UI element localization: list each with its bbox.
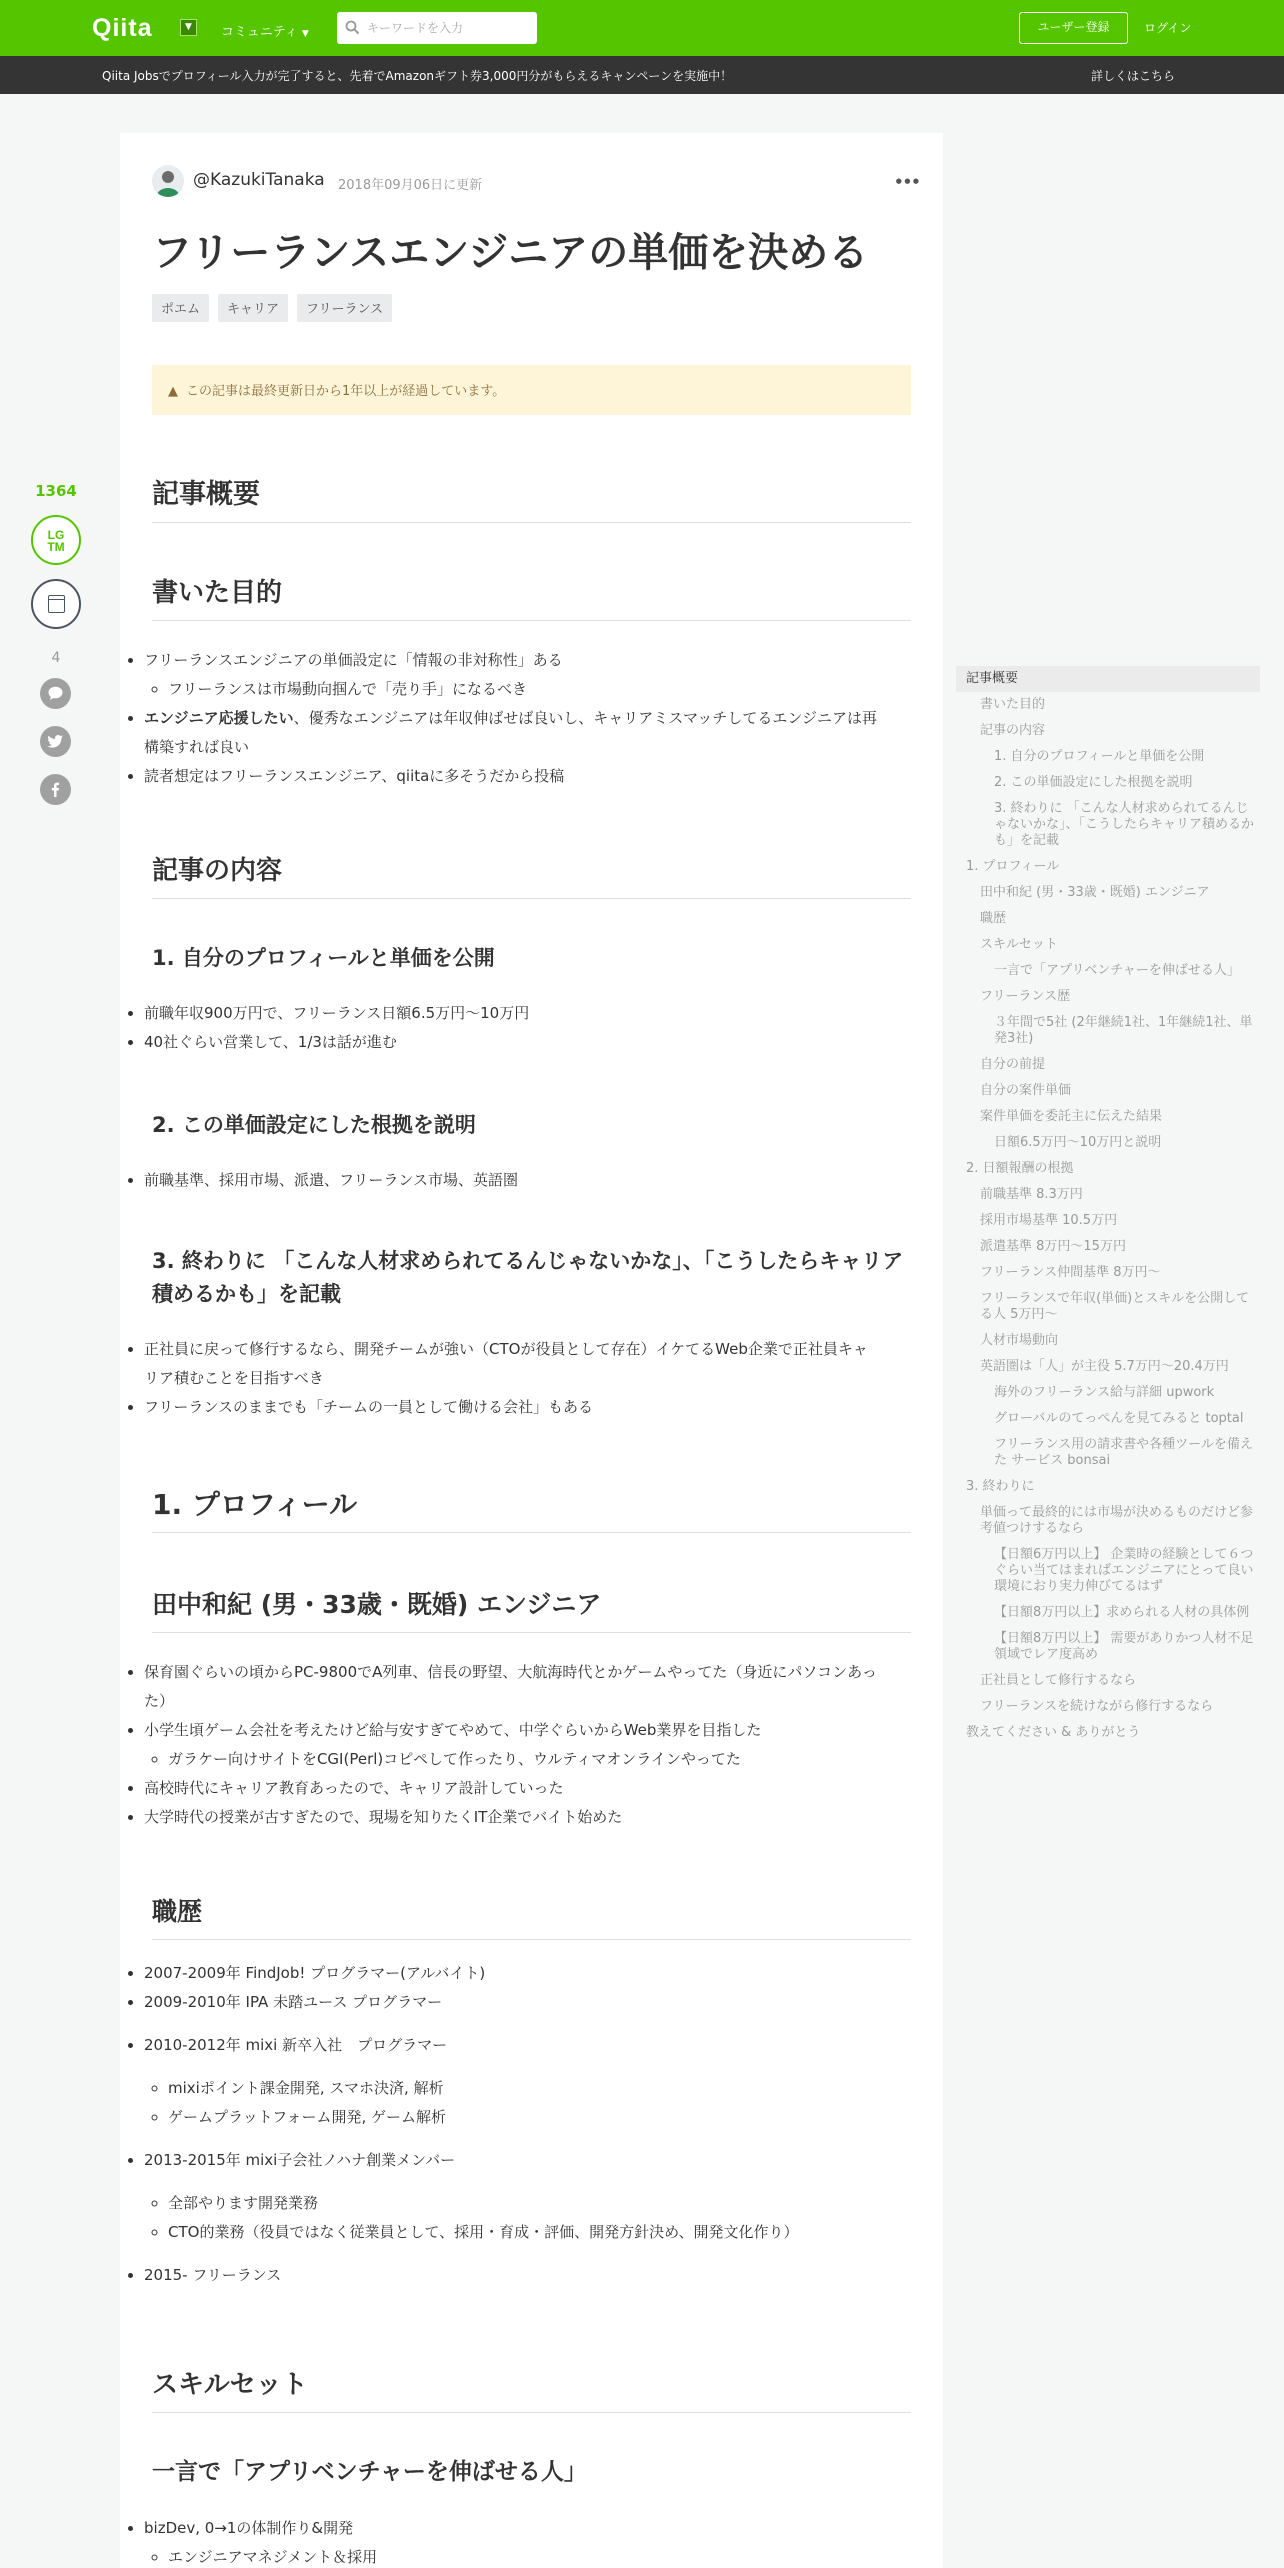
list-item-text: 、優秀なエンジニアは年収伸ばせば良いし、キャリアミスマッチしてるエンジニアは再構築すれば良い (144, 709, 877, 756)
search-icon (345, 20, 360, 35)
toc-item[interactable]: 記事概要 (956, 666, 1260, 692)
bold-text: エンジニア応援したい (144, 709, 294, 727)
toc-item[interactable]: 3. 終わりに 「こんな人材求められてるんじゃないかな」、「こうしたらキャリア積めるかも」を記載 (994, 801, 1255, 848)
list-item-text: フリーランスエンジニアの単価設定に「情報の非対称性」ある (144, 651, 563, 669)
contents-1-list (144, 999, 879, 1057)
table-of-contents (956, 666, 1260, 1746)
lgtm-count: 1364 (35, 482, 77, 500)
heading-person: 田中和紀 (男・33歳・既婚) エンジニア (152, 1586, 911, 1633)
list-item (144, 2514, 879, 2568)
list-item: • 2007-2009年 FindJob! プログラマー(アルバイト) (144, 1959, 879, 1988)
toc-item[interactable]: 記事の内容 (980, 723, 1046, 738)
search-input[interactable] (367, 19, 527, 37)
toc-item[interactable]: 正社員として修行するなら (980, 1673, 1137, 1688)
heading-contents-2: 2. この単価設定にした根拠を説明 (152, 1113, 476, 1137)
toc-item[interactable]: 【日額6万円以上】 企業時の経験として６つぐらい当てはまればエンジニアにとって良い環境におり実力伸びてるはず (994, 1547, 1254, 1594)
skill-list (144, 2514, 879, 2568)
list-item (144, 646, 879, 704)
heading-contents: 記事の内容 (152, 852, 911, 899)
list-item (144, 704, 879, 762)
toc-item[interactable]: 海外のフリーランス給与詳細 upwork (994, 1385, 1215, 1400)
list-item: ◦ mixiポイント課金開発, スマホ決済, 解析 (168, 2074, 879, 2103)
banner-more-link[interactable]: 詳しくはこちら (1091, 69, 1176, 83)
lgtm-label-top: LG (47, 528, 65, 542)
twitter-icon (47, 733, 64, 750)
list-item: • 高校時代にキャリア教育あったので、キャリア設計していった (144, 1774, 879, 1803)
heading-skill: スキルセット (152, 2366, 911, 2413)
stock-button[interactable] (31, 579, 81, 629)
list-item: ◦ ガラケー向けサイトをCGI(Perl)コピペして作ったり、ウルティマオンラインやってた (168, 1745, 879, 1774)
list-item: ◦ ゲームプラットフォーム開発, ゲーム解析 (168, 2103, 879, 2132)
lgtm-button[interactable] (31, 515, 81, 565)
contents-3-list (144, 1335, 879, 1422)
toc-item[interactable]: ３年間で5社 (2年継続1社、1年継続1社、単発3社) (994, 1015, 1253, 1046)
banner-text: Qiita Jobsでプロフィール入力が完了すると、先着でAmazonギフト券3,000円分がもらえるキャンペーンを実施中！ (102, 69, 733, 83)
list-item: • 保育園ぐらいの頃からPC-9800でA列車、信長の野望、大航海時代とかゲームやってた（身近にパソコンあった） (144, 1658, 879, 1716)
toc-item[interactable]: 3. 終わりに (966, 1479, 1035, 1494)
article-card (120, 133, 943, 2568)
list-item: ◦ エンジニアマネジメント＆採用 (168, 2543, 879, 2568)
toc-item[interactable]: 職歴 (980, 911, 1007, 926)
tag-poem[interactable]: ポエム (152, 294, 209, 322)
toc-item[interactable]: 前職基準 8.3万円 (980, 1187, 1083, 1202)
list-item-text: bizDev, 0→1の体制作り&開発 (144, 2519, 354, 2537)
toc-item[interactable]: 【日額8万円以上】 需要がありかつ人材不足領域でレア度高め (994, 1631, 1254, 1662)
toc-item[interactable]: 採用市場基準 10.5万円 (980, 1213, 1118, 1228)
toc-item[interactable]: フリーランスで年収(単価)とスキルを公開してる人 5万円〜 (980, 1291, 1250, 1322)
chevron-down-icon: ▼ (301, 29, 309, 39)
list-item (144, 1716, 879, 1774)
contents-2-list (144, 1166, 879, 1195)
heading-purpose: 書いた目的 (152, 574, 911, 621)
toc-item[interactable]: スキルセット (980, 937, 1058, 952)
updated-date: 2018年09月06日に更新 (338, 178, 483, 193)
twitter-share-button[interactable] (40, 726, 71, 757)
list-item-text: 小学生頃ゲーム会社を考えたけど給与安すぎてやめて、中学ぐらいからWeb業界を目指した (144, 1721, 762, 1739)
comment-count: 4 (51, 650, 61, 666)
heading-contents-3: 3. 終わりに 「こんな人材求められてるんじゃないかな」、「こうしたらキャリア積めるかも」を記載 (152, 1249, 904, 1306)
toc-item[interactable]: 人材市場動向 (980, 1333, 1059, 1348)
community-label: コミュニティ (221, 25, 298, 40)
list-item: • 2009-2010年 IPA 未踏ユース プログラマー (144, 1988, 879, 2017)
list-item: • 前職年収900万円で、フリーランス日額6.5万円〜10万円 (144, 999, 879, 1028)
list-item: ◦ CTO的業務（役員ではなく従業員として、採用・育成・評価、開発方針決め、開発文化作り） (168, 2218, 879, 2247)
campaign-banner (0, 56, 1284, 94)
purpose-list (144, 646, 879, 791)
list-item-text: 2010-2012年 mixi 新卒入社 プログラマー (144, 2036, 448, 2054)
stock-icon (48, 595, 65, 613)
tag-list (152, 294, 401, 322)
facebook-icon (47, 781, 64, 798)
author-avatar[interactable] (152, 165, 184, 197)
notice-text: この記事は最終更新日から1年以上が経過しています。 (186, 384, 506, 399)
toc-item[interactable]: 自分の前提 (980, 1057, 1046, 1072)
outdated-notice (152, 365, 911, 415)
toc-item[interactable]: フリーランス歴 (980, 989, 1071, 1004)
heading-skill-sub: 一言で「アプリベンチャーを伸ばせる人」 (152, 2459, 587, 2485)
toc-item[interactable]: 案件単価を委託主に伝えた結果 (980, 1109, 1163, 1124)
list-item (144, 2146, 879, 2247)
login-link[interactable]: ログイン (1144, 21, 1192, 35)
tag-freelance[interactable]: フリーランス (297, 294, 392, 322)
heading-overview: 記事概要 (152, 476, 911, 523)
list-item: • 前職基準、採用市場、派遣、フリーランス市場、英語圏 (144, 1166, 879, 1195)
author-name[interactable]: @KazukiTanaka (193, 170, 325, 190)
toc-item[interactable]: 1. プロフィール (966, 859, 1060, 874)
toc-item[interactable]: 自分の案件単価 (980, 1083, 1072, 1098)
toc-item[interactable]: 一言で「アプリベンチャーを伸ばせる人」 (994, 963, 1240, 978)
toc-item[interactable]: 1. 自分のプロフィールと単価を公開 (994, 749, 1205, 764)
article-title: フリーランスエンジニアの単価を決める (152, 230, 869, 276)
toc-item[interactable]: グローバルのてっぺんを見てみると toptal (994, 1411, 1244, 1426)
toc-item[interactable]: 教えてください & ありがとう (966, 1725, 1141, 1740)
lgtm-label-bottom: TM (47, 540, 65, 554)
list-item (144, 2031, 879, 2132)
toc-item[interactable]: 田中和紀 (男・33歳・既婚) エンジニア (980, 885, 1210, 900)
list-item: • 読者想定はフリーランスエンジニア、qiitaに多そうだから投稿 (144, 762, 879, 791)
global-header (0, 0, 1284, 56)
list-item: ◦ フリーランスは市場動向掴んで「売り手」になるべき (168, 675, 879, 704)
career-list (144, 1959, 879, 2290)
toc-item[interactable]: 英語圏は「人」が主役 5.7万円〜20.4万円 (980, 1359, 1229, 1374)
toc-item[interactable]: 書いた目的 (980, 697, 1046, 712)
list-item: • フリーランスのままでも「チームの一員として働ける会社」もある (144, 1393, 879, 1422)
toc-item[interactable]: 単価って最終的には市場が決めるものだけど参考値つけするなら (980, 1505, 1254, 1536)
toc-item[interactable]: 【日額8万円以上】求められる人材の具体例 (994, 1605, 1250, 1620)
toc-item[interactable]: 2. この単価設定にした根拠を説明 (994, 775, 1193, 790)
more-options-icon[interactable]: ••• (894, 173, 920, 191)
search-box (337, 12, 537, 44)
toc-item[interactable]: フリーランス仲間基準 8万円〜 (980, 1265, 1161, 1280)
toc-item[interactable]: 日額6.5万円〜10万円と説明 (994, 1135, 1162, 1150)
person-list (144, 1658, 879, 1832)
list-item: ◦ 全部やります開発業務 (168, 2189, 879, 2218)
comment-icon (47, 685, 64, 702)
list-item: • 大学時代の授業が古すぎたので、現場を知りたくIT企業でバイト始めた (144, 1803, 879, 1832)
logo-menu-icon[interactable]: ▼ (180, 19, 197, 36)
tag-career[interactable]: キャリア (218, 294, 288, 322)
comment-button[interactable] (40, 678, 71, 709)
signup-button[interactable]: ユーザー登録 (1019, 12, 1128, 44)
list-item: • 正社員に戻って修行するなら、開発チームが強い（CTOが役員として存在）イケてるWeb企業で正社員キャリア積むことを目指すべき (144, 1335, 879, 1393)
toc-item[interactable]: 派遣基準 8万円〜15万円 (980, 1239, 1126, 1254)
list-item: • 40社ぐらい営業して、1/3は話が進む (144, 1028, 879, 1057)
toc-item[interactable]: 2. 日額報酬の根拠 (966, 1161, 1074, 1176)
list-item-text: 2013-2015年 mixi子会社ノハナ創業メンバー (144, 2151, 456, 2169)
heading-contents-1: 1. 自分のプロフィールと単価を公開 (152, 946, 495, 970)
heading-career: 職歴 (152, 1893, 911, 1940)
list-item: • 2015- フリーランス (144, 2261, 879, 2290)
warning-icon: ▲ (168, 384, 178, 399)
community-menu[interactable] (221, 21, 309, 40)
facebook-share-button[interactable] (40, 774, 71, 805)
heading-profile: 1. プロフィール (152, 1486, 911, 1533)
qiita-logo[interactable]: Qiita (92, 14, 153, 42)
toc-item[interactable]: フリーランスを続けながら修行するなら (980, 1699, 1214, 1714)
toc-item[interactable]: フリーランス用の請求書や各種ツールを備えた サービス bonsai (994, 1437, 1253, 1468)
